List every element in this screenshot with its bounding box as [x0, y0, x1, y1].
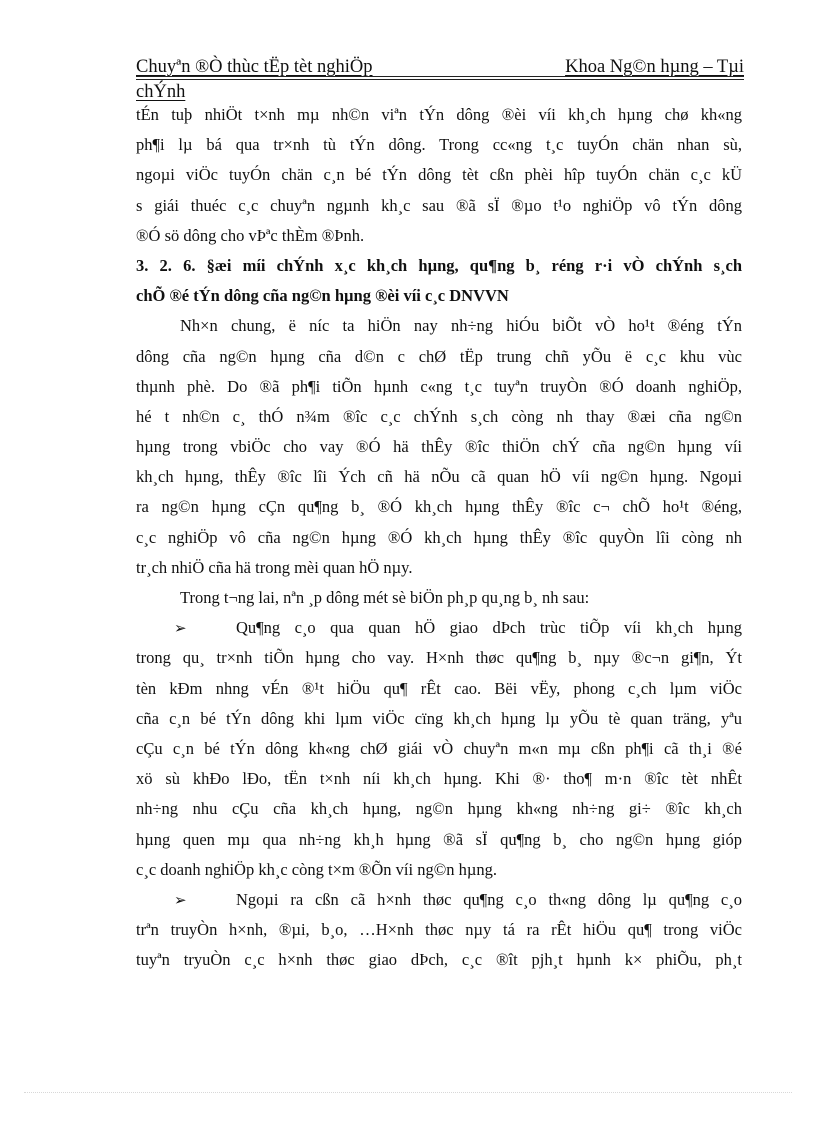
- bottom-dotted-border: [24, 1092, 792, 1093]
- body-line: kh¸ch hµng, thÊy ®îc lîi Ých cñ hä nÕu cã quan hÖ víi ng©n hµng. Ngoµi: [136, 467, 742, 487]
- section-heading: 3. 2. 6. §æi míi chÝnh x¸c kh¸ch hµng, qu¶ng b¸ réng r·i vÒ chÝnh s¸ch: [136, 255, 742, 275]
- body-line: hµng trong vbiÖc cho vay ®Ó hä thÊy ®îc thiÖn chÝ cña ng©n hµng víi: [136, 437, 742, 457]
- body-line: trong qu¸ tr×nh tiÕn hµng cho vay. H×nh thøc qu¶ng b¸ nµy ®c¬n gi¶n, Ýt: [136, 648, 742, 668]
- body-line: ra ng©n hµng cÇn qu¶ng b¸ ®Ó kh¸ch hµng thÊy ®îc c¬ chÕ ho¹t ®éng,: [136, 497, 742, 517]
- body-line: cña c¸n bé tÝn dông khi lµm viÖc cïng kh¸ch hµng lµ yÕu tè quan träng, yªu: [136, 708, 742, 728]
- body-line: tr¸ch nhiÖ cña hä trong mèi quan hÖ nµy.: [136, 557, 413, 577]
- header-continuation: chÝnh: [136, 82, 186, 102]
- paragraph-first-line: Trong t¬ng lai, nªn ¸p dông mét sè biÖn ph¸p qu¸ng b¸ nh sau:: [180, 588, 590, 607]
- body-line: hé t nh©n c¸ thÓ n¾m ®îc c¸c chÝnh s¸ch còng nh thay ®æi cña ng©n: [136, 406, 742, 426]
- body-line: thµnh phè. Do ®ã ph¶i tiÕn hµnh c«ng t¸c tuyªn truyÒn ®Ó doanh nghiÖp,: [136, 376, 742, 396]
- header-right-title: Khoa Ng©n hµng – Tµi: [565, 57, 744, 77]
- paragraph-first-line: Nh×n chung, ë níc ta hiÖn nay nh÷ng hiÓu biÕt vÒ ho¹t ®éng tÝn: [180, 316, 742, 336]
- arrow-bullet-icon: ➢: [174, 619, 187, 638]
- body-line: ®Ó sö dông cho vÞªc thÈm ®Þnh.: [136, 225, 365, 245]
- body-line: tÉn tuþ nhiÖt t×nh mµ nh©n viªn tÝn dông ®èi víi kh¸ch hµng chø kh«ng: [136, 105, 742, 124]
- body-line: c¸c nghiÖp vô cña ng©n hµng ®Ó kh¸ch hµng thÊy ®îc quyÒn lîi còng nh: [136, 527, 742, 547]
- section-heading-continued: chÕ ®é tÝn dông cña ng©n hµng ®èi víi c¸c DNVVN: [136, 286, 509, 306]
- header-rule-secondary: [136, 79, 744, 80]
- body-line: xö sù khÐo lÐo, tËn t×nh níi kh¸ch hµng. Khi ®· tho¶ m·n ®îc tèt nhÊt: [136, 769, 742, 789]
- body-line: cÇu c¸n bé tÝn dông kh«ng chØ giái vÒ chuyªn m«n mµ cßn ph¶i cã th¸i ®é: [136, 738, 742, 758]
- bullet-text: Qu¶ng c¸o qua quan hÖ giao dÞch trùc tiÕp víi kh¸ch hµng: [236, 618, 742, 638]
- body-line: ngoµi viÖc tuyÓn chän c¸n bé tÝn dông tèt cßn phèi hîp tuyÓn chän c¸c kÜ: [136, 165, 742, 185]
- arrow-bullet-icon: ➢: [174, 890, 187, 909]
- body-line: ph¶i lµ bá qua tr×nh tù tÝn dông. Trong cc«ng t¸c tuyÓn chän nhan sù,: [136, 135, 742, 155]
- body-line: tèn kÐm nhng vÉn ®¹t hiÖu qu¶ rÊt cao. Bëi vËy, phong c¸ch lµm viÖc: [136, 678, 742, 698]
- document-body: [136, 100, 742, 975]
- body-line: s giái thuéc c¸c chuyªn ngµnh kh¸c sau ®ã sÏ ®µo t¹o nghiÖp vô tÝn dông: [136, 195, 742, 215]
- body-line: nh÷ng nhu cÇu cña kh¸ch hµng, ng©n hµng kh«ng nh÷ng gi÷ ®îc kh¸ch: [136, 799, 742, 819]
- body-line: dông cña ng©n hµng cña d©n c chØ tËp trung chñ yÕu ë c¸c khu vùc: [136, 346, 742, 366]
- bullet-item: [136, 885, 742, 915]
- header-left-title: Chuyªn ®Ò thùc tËp tèt nghiÖp: [136, 57, 373, 77]
- bullet-text: Ngoµi ra cßn cã h×nh thøc qu¶ng c¸o th«ng dông lµ qu¶ng c¸o: [236, 889, 742, 909]
- header-rule: [136, 76, 744, 77]
- bullet-item: [136, 613, 742, 643]
- body-line: hµng quen mµ qua nh÷ng kh¸h hµng ®ã sÏ qu¶ng b¸ cho ng©n hµng gióp: [136, 829, 742, 849]
- body-line: c¸c doanh nghiÖp kh¸c còng t×m ®Õn víi ng©n hµng.: [136, 859, 497, 879]
- body-line: tuyªn tryuÒn c¸c h×nh thøc giao dÞch, c¸c ®ît pjh¸t hµnh k× phiÕu, ph¸t: [136, 950, 742, 970]
- body-line: trªn truyÒn h×nh, ®µi, b¸o, …H×nh thøc nµy tá ra rÊt hiÖu qu¶ trong viÖc: [136, 920, 742, 940]
